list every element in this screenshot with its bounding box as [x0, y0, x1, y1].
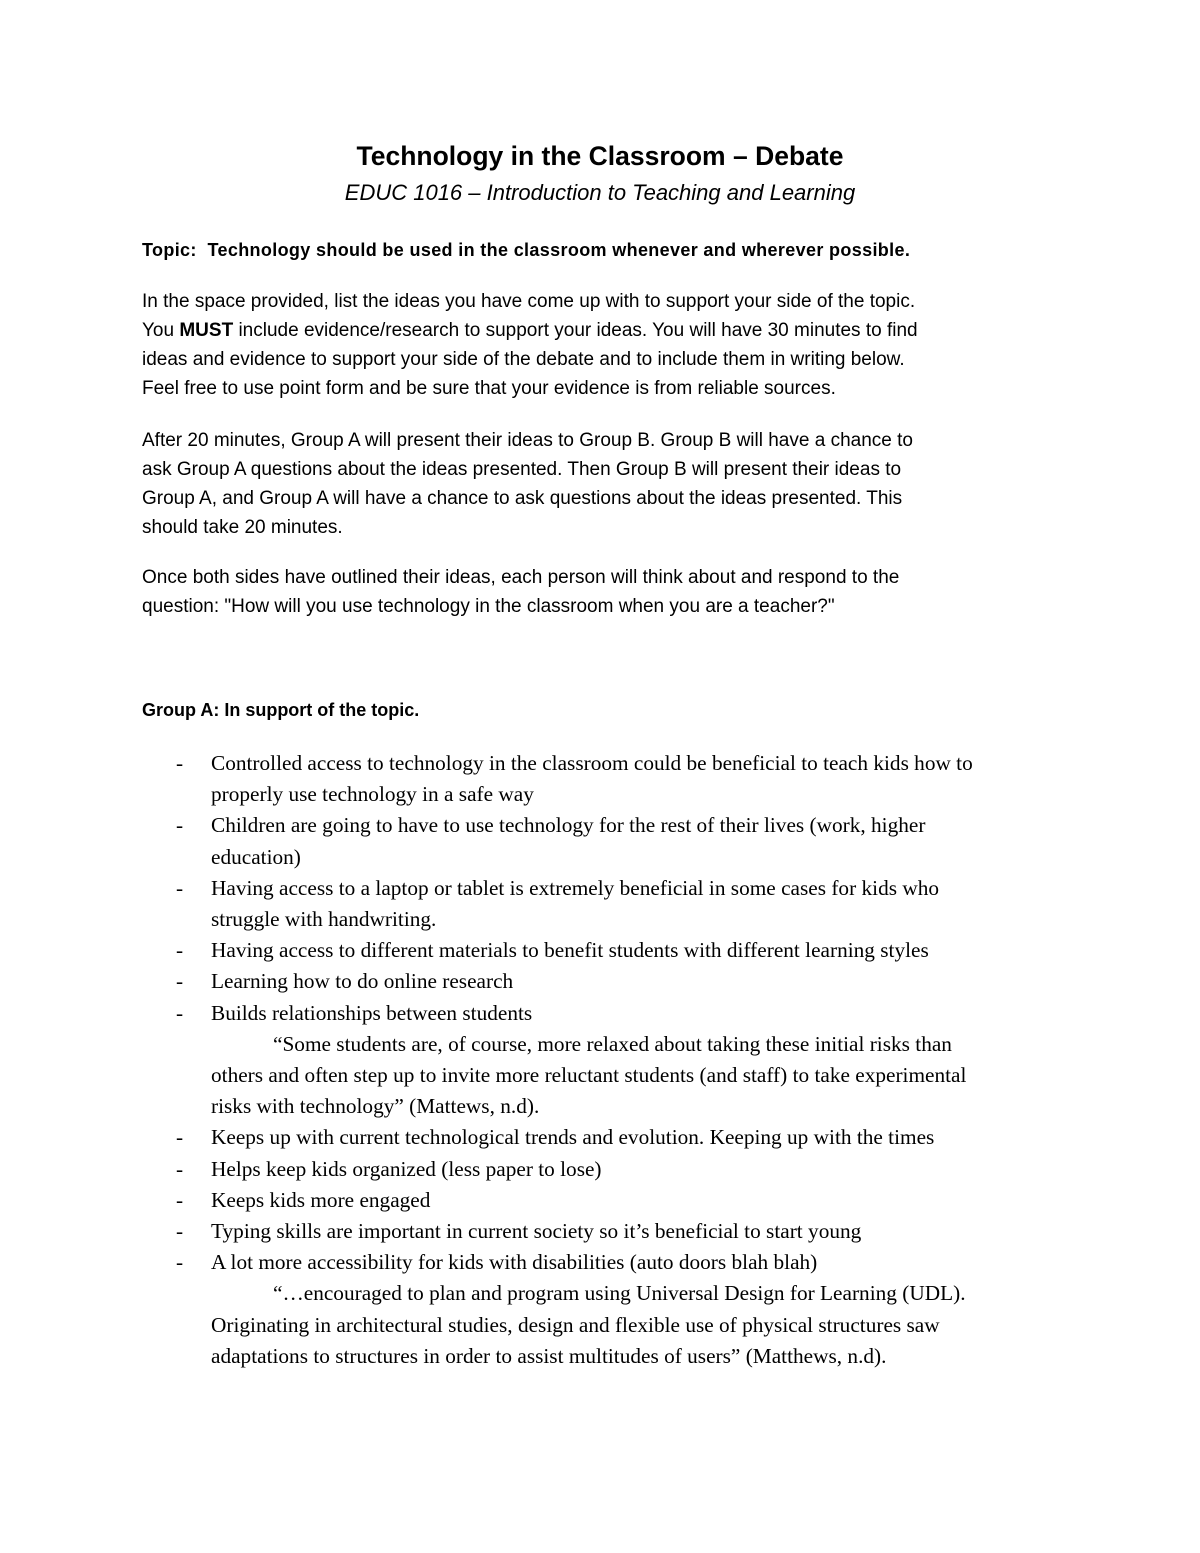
- paragraph-line: [142, 316, 1062, 345]
- list-item-text: Children are going to have to use technology for the rest of their lives (work, higher: [211, 813, 926, 838]
- quote-line: “Some students are, of course, more relaxed about taking these initial risks than: [273, 1031, 952, 1056]
- list-item: [0, 1154, 1200, 1185]
- bullet-dash: -: [176, 1250, 184, 1275]
- list-item-text: struggle with handwriting.: [211, 907, 437, 932]
- citation-quote: [211, 1278, 1200, 1372]
- list-item: [0, 1216, 1200, 1247]
- topic-text: Technology should be used in the classroom whenever and wherever possible.: [207, 240, 911, 260]
- emphasis-must: MUST: [179, 320, 234, 341]
- list-item: [0, 1122, 1200, 1153]
- quote-line: others and often step up to invite more reluctant students (and staff) to take experimental: [211, 1063, 967, 1088]
- list-item-text: Controlled access to technology in the classroom could be beneficial to teach kids how to: [211, 751, 973, 775]
- list-item-text: Typing skills are important in current society so it’s beneficial to start young: [211, 1219, 862, 1244]
- list-item-text: Helps keep kids organized (less paper to lose): [211, 1156, 602, 1181]
- list-item: [0, 998, 1200, 1123]
- paragraph-line: ask Group A questions about the ideas presented. Then Group B will present their ideas to: [142, 459, 902, 480]
- quote-line: adaptations to structures in order to assist multitudes of users” (Matthews, n.d).: [211, 1343, 887, 1368]
- bullet-dash: -: [176, 751, 184, 775]
- paragraph-text: include evidence/research to support your ideas. You will have 30 minutes to find: [233, 320, 918, 341]
- list-item: [0, 935, 1200, 966]
- bullet-dash: -: [176, 1125, 184, 1150]
- paragraph-line: Once both sides have outlined their ideas, each person will think about and respond to the: [142, 567, 900, 588]
- list-item-text: Builds relationships between students: [211, 1000, 533, 1025]
- instructions-paragraph-1: [142, 287, 1062, 403]
- quote-line: “…encouraged to plan and program using Universal Design for Learning (UDL).: [273, 1281, 966, 1306]
- paragraph-line: Feel free to use point form and be sure that your evidence is from reliable sources.: [142, 378, 836, 399]
- paragraph-line: After 20 minutes, Group A will present their ideas to Group B. Group B will have a chance to: [142, 430, 913, 451]
- paragraph-line: In the space provided, list the ideas you have come up with to support your side of the topic.: [142, 291, 916, 312]
- bullet-dash: -: [176, 813, 184, 838]
- paragraph-line: should take 20 minutes.: [142, 517, 343, 538]
- group-a-heading: Group A: In support of the topic.: [142, 700, 420, 720]
- bullet-dash: -: [176, 938, 184, 963]
- instructions-paragraph-2: [142, 426, 1062, 542]
- bullet-dash: -: [176, 1219, 184, 1244]
- list-item-text: Keeps kids more engaged: [211, 1187, 431, 1212]
- list-item: [0, 873, 1200, 935]
- quote-line: risks with technology” (Mattews, n.d).: [211, 1094, 540, 1119]
- bullet-dash: -: [176, 969, 184, 994]
- list-item-text: Keeps up with current technological trends and evolution. Keeping up with the times: [211, 1125, 935, 1150]
- instructions-paragraph-3: [142, 563, 1062, 621]
- bullet-dash: -: [176, 875, 184, 900]
- group-a-list: [0, 748, 1200, 1372]
- topic-label: Topic:: [142, 240, 197, 260]
- paragraph-line: question: "How will you use technology in the classroom when you are a teacher?": [142, 596, 835, 617]
- document-title: Technology in the Classroom – Debate: [356, 141, 844, 171]
- list-item-text: education): [211, 844, 301, 869]
- list-item-text: Having access to a laptop or tablet is extremely beneficial in some cases for kids who: [211, 875, 940, 900]
- paragraph-text: You: [142, 320, 180, 341]
- paragraph-line: ideas and evidence to support your side of the debate and to include them in writing below.: [142, 349, 905, 370]
- list-item: [0, 966, 1200, 997]
- list-item: [0, 1185, 1200, 1216]
- bullet-dash: -: [176, 1187, 184, 1212]
- list-item: [0, 748, 1200, 810]
- list-item: [0, 810, 1200, 872]
- document-subtitle: EDUC 1016 – Introduction to Teaching and Learning: [344, 180, 856, 205]
- quote-line: Originating in architectural studies, design and flexible use of physical structures saw: [211, 1312, 940, 1337]
- bullet-dash: -: [176, 1156, 184, 1181]
- citation-quote: [211, 1029, 1200, 1123]
- list-item-text: properly use technology in a safe way: [211, 782, 534, 807]
- list-item-text: Having access to different materials to benefit students with different learning styles: [211, 938, 929, 963]
- list-item: [0, 1247, 1200, 1372]
- list-item-text: A lot more accessibility for kids with disabilities (auto doors blah blah): [211, 1250, 818, 1275]
- list-item-text: Learning how to do online research: [211, 969, 514, 994]
- topic-line: [142, 240, 910, 261]
- paragraph-line: Group A, and Group A will have a chance to ask questions about the ideas presented. This: [142, 488, 903, 509]
- bullet-dash: -: [176, 1000, 184, 1025]
